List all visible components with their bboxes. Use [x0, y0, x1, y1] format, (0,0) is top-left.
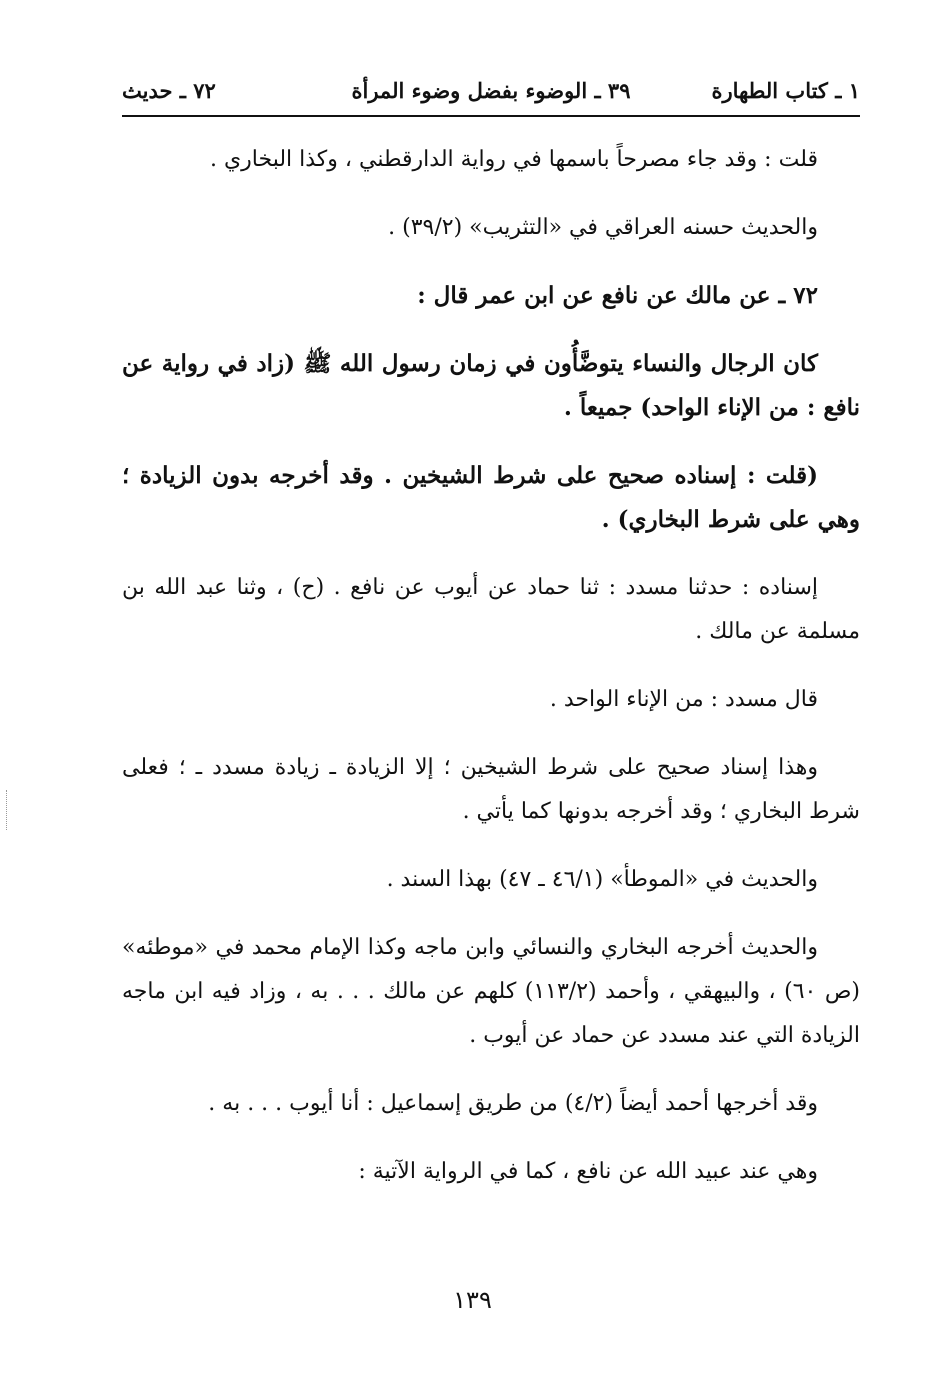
paragraph: قلت : وقد جاء مصرحاً باسمها في رواية الدارقطني ، وكذا البخاري .	[209, 147, 818, 172]
page-body	[122, 138, 860, 1218]
header-rule	[122, 115, 860, 117]
paragraph: وهذا إسناد صحيح على شرط الشيخين ؛ إلا الزيادة ـ زيادة مسدد ـ ؛ فعلى شرط البخاري ؛ وقد أخرجه بدونها كما يأتي .	[122, 755, 860, 824]
paragraph: والحديث حسنه العراقي في «التثريب» (٣٩/٢) .	[388, 215, 818, 240]
grading-note: (قلت : إسناده صحيح على شرط الشيخين . وقد أخرجه بدون الزيادة ؛ وهي على شرط البخاري) .	[122, 462, 860, 533]
scan-edge-mark	[6, 790, 9, 830]
paragraph: والحديث في «الموطأ» (٤٦/١ ـ ٤٧) بهذا السند .	[386, 867, 818, 892]
page-number: ١٣٩	[453, 1286, 492, 1314]
header-hadith-number: ٧٢ ـ حديث	[122, 78, 216, 103]
paragraph: قال مسدد : من الإناء الواحد .	[549, 687, 818, 712]
paragraph: وهي عند عبيد الله عن نافع ، كما في الرواية الآتية :	[358, 1159, 818, 1184]
hadith-heading: ٧٢ ـ عن مالك عن نافع عن ابن عمر قال :	[417, 282, 818, 309]
hadith-text: كان الرجال والنساء يتوضَّأُون في زمان رسول الله ﷺ (زاد في رواية عن نافع : من الإناء الواحد) جميعاً .	[122, 350, 860, 421]
header-chapter-title: ٣٩ ـ الوضوء بفضل وضوء المرأة	[351, 78, 631, 103]
paragraph: وقد أخرجها أحمد أيضاً (٤/٢) من طريق إسماعيل : أنا أيوب . . . به .	[208, 1091, 818, 1116]
paragraph: إسناده : حدثنا مسدد : ثنا حماد عن أيوب عن نافع . (ح) ، وثنا عبد الله بن مسلمة عن مالك .	[122, 575, 860, 644]
header-book-title: ١ ـ كتاب الطهارة	[711, 78, 860, 103]
paragraph: والحديث أخرجه البخاري والنسائي وابن ماجه وكذا الإمام محمد في «موطئه» (ص ٦٠) ، والبيهقي ، وأحمد (١١٣/٢) كلهم عن مالك . . . به ، وزاد فيه ابن ماجه الزيادة التي عند مسدد عن حماد عن أيوب .	[122, 935, 860, 1048]
running-header	[122, 78, 860, 112]
